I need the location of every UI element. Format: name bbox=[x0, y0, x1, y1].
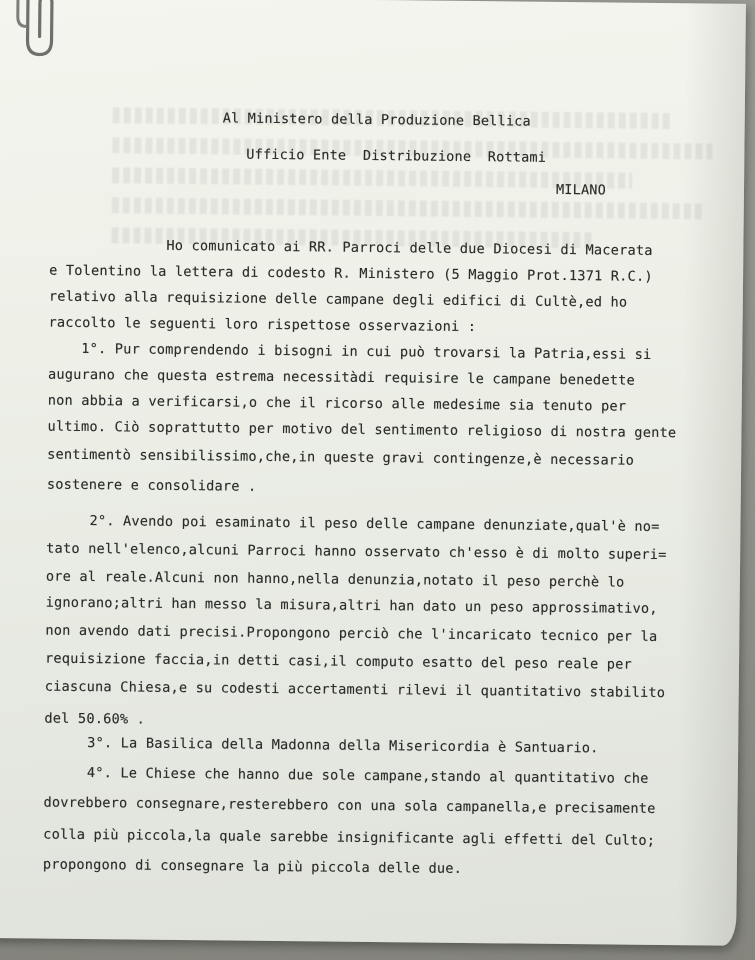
body-line: sentimentò sensibilissimo,che,in queste gravi contingenze,è necessario bbox=[47, 446, 635, 469]
body-line: ore al reale.Alcuni non hanno,nella denunzia,notato il peso perchè lo bbox=[45, 568, 625, 591]
body-line: sostenere e consolidare . bbox=[46, 476, 257, 495]
addressee-line-1: Al Ministero della Produzione Bellica bbox=[222, 110, 531, 130]
addressee-line-2: Ufficio Ente Distribuzione Rottami bbox=[246, 146, 547, 166]
body-line: raccolto le seguenti loro rispettose osservazioni : bbox=[48, 314, 477, 336]
body-line: non avendo dati precisi.Propongono perciò che l'incaricato tecnico per la bbox=[45, 622, 658, 645]
body-line: requisizione faccia,in detti casi,il computo esatto del peso reale per bbox=[44, 650, 633, 673]
body-line: tato nell'elenco,alcuni Parroci hanno osservato ch'esso è di molto superi= bbox=[46, 540, 667, 564]
body-line: colla più piccola,la quale sarebbe insignificante agli effetti del Culto; bbox=[43, 826, 656, 849]
addressee-city: MILANO bbox=[555, 181, 607, 199]
body-line: relativo alla requisizione delle campane degli edifici di Cultè,ed ho bbox=[48, 288, 628, 311]
body-line: propongono di consegnare la più piccola delle due. bbox=[42, 856, 463, 877]
body-line: dovrebbero consegnare,resterebbero con una sola campanella,e precisamente bbox=[43, 794, 656, 817]
body-line: ciascuna Chiesa,e su codesti accertamenti rilevi il quantitativo stabilito bbox=[44, 678, 666, 702]
body-line: 2°. Avendo poi esaminato il peso delle campane denunziate,qual'è no= bbox=[89, 513, 660, 535]
body-line: del 50.60% . bbox=[44, 710, 146, 728]
body-line: 1°. Pur comprendendo i bisogni in cui può trovarsi la Patria,essi si bbox=[81, 340, 652, 363]
paper-clip-icon bbox=[13, 0, 66, 65]
body-line: 4°. Le Chiese che hanno due sole campane,stando al quantitativo che bbox=[86, 765, 649, 787]
body-line: ignorano;altri han messo la misura,altri han dato un peso approssimativo, bbox=[45, 594, 658, 617]
body-line: Ho comunicato ai RR. Parroci delle due Diocesi di Macerata bbox=[166, 237, 653, 259]
body-line: non abbia a verificarsi,o che il ricorso alle medesime sia tenuto per bbox=[47, 392, 627, 415]
body-line: e Tolentino la lettera di codesto R. Ministero (5 Maggio Prot.1371 R.C.) bbox=[49, 262, 653, 285]
body-line: ultimo. Ciò soprattutto per motivo del sentimento religioso di nostra gente bbox=[47, 418, 677, 442]
body-line: 3°. La Basilica della Madonna della Misericordia è Santuario. bbox=[87, 735, 599, 757]
body-line: augurano che questa estrema necessitàdi requisire le campane benedette bbox=[47, 366, 635, 389]
